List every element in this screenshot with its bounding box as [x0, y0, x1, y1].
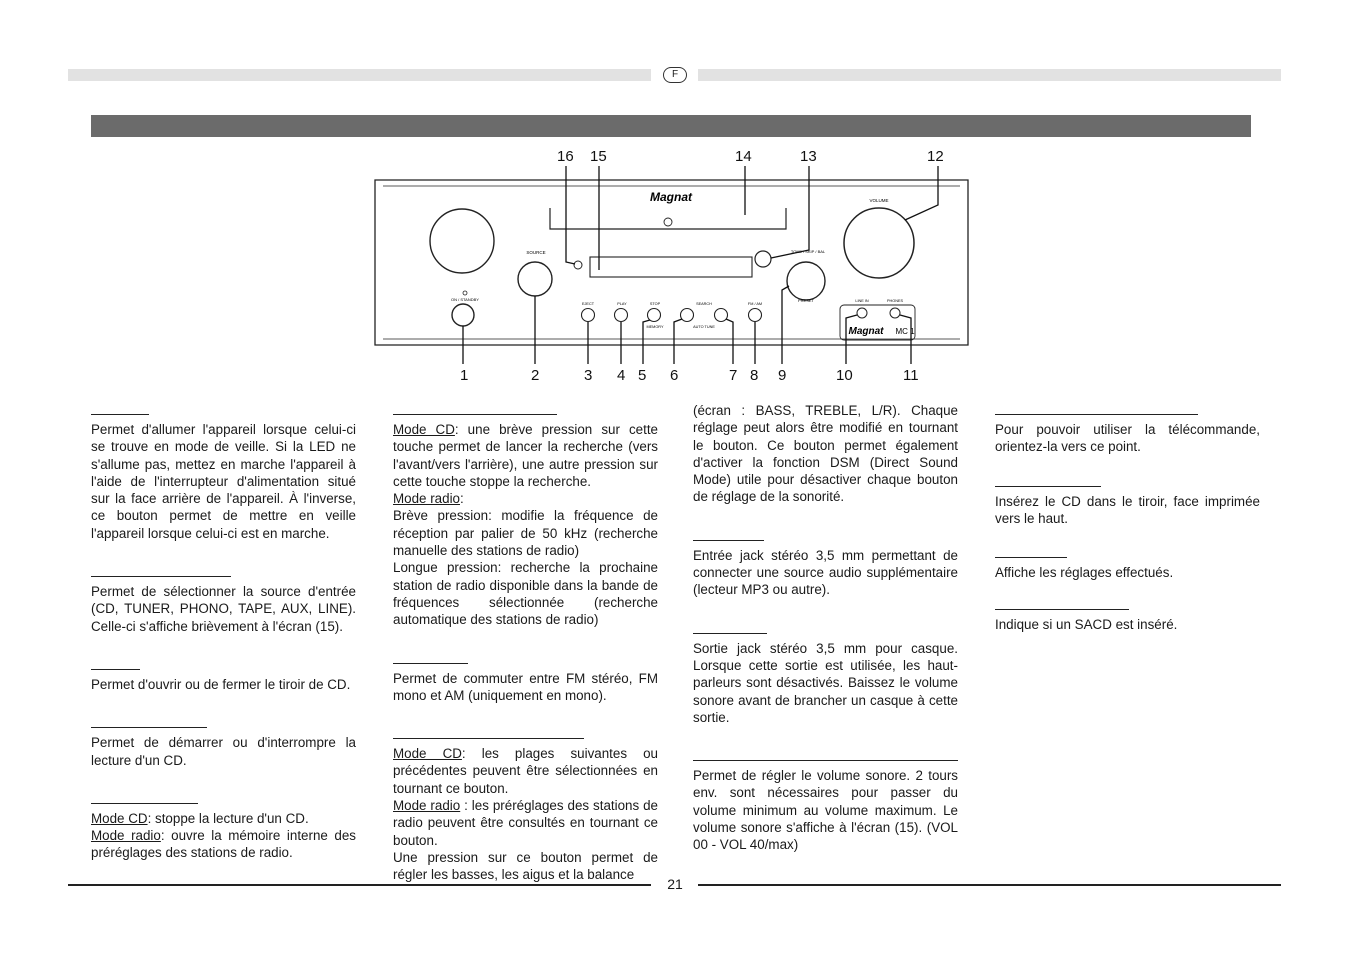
sacd-indicator — [755, 251, 771, 267]
paragraph: Permet de démarrer ou d'interrompre la lecture d'un CD. — [91, 735, 356, 768]
bottom-callouts — [460, 367, 919, 384]
section-heading-rule — [995, 557, 1067, 558]
search-forward-button — [715, 309, 728, 322]
paragraph: Insérez le CD dans le tiroir, face imprimée vers le haut. — [995, 493, 1260, 526]
svg-text:EJECT: EJECT — [581, 302, 595, 306]
fm-am-button — [749, 309, 762, 322]
section-6-search — [393, 414, 658, 629]
paragraph: Brève pression: modifie la fréquence de réception par palier de 50 kHz (recherche manuelle des stations de radio) — [393, 508, 658, 559]
paragraph: Longue pression: recherche la prochaine station de radio disponible dans la bande de fréquences sélectionnée (recherche automatique des stations de radio) — [393, 560, 658, 628]
callout-7: 7 — [729, 367, 738, 384]
header-bar-left — [68, 69, 651, 81]
paragraph: Mode radio: ouvre la mémoire interne des préréglages des stations de radio. — [91, 828, 357, 861]
source-knob — [518, 262, 552, 296]
paragraph: (écran : BASS, TREBLE, L/R). Chaque réglage peut alors être modifié en tournant le bouton. Ce bouton permet également d'activer la fonction DSM (Direct Sound Mode) utile pour désactiver chaque bouton de réglage de la sonorité. — [693, 403, 958, 505]
svg-text:SOURCE: SOURCE — [526, 250, 546, 255]
paragraph: Permet d'allumer l'appareil lorsque celui-ci se trouve en mode de veille. Si la LED ne s'allume pas, mettez en marche l'appareil à l'aide de l'interrupteur d'alimentation situé sur la face arrière de l'appareil. À l'inverse, ce bouton permet de mettre en veille l'appareil lorsque celui-ci est en marche. — [91, 422, 356, 541]
svg-text:PRESET: PRESET — [797, 298, 815, 303]
paragraph: Affiche les réglages effectués. — [995, 565, 1174, 581]
svg-text:VOLUME: VOLUME — [869, 198, 889, 203]
top-callouts — [557, 148, 944, 165]
svg-text:PHONES: PHONES — [886, 299, 904, 303]
section-heading-rule — [393, 414, 557, 415]
callout-6: 6 — [670, 367, 679, 384]
column-1 — [91, 414, 356, 862]
page-number: 21 — [667, 876, 683, 892]
sacd-logo — [664, 218, 672, 226]
section-heading-rule — [693, 540, 764, 541]
callout-13: 13 — [800, 148, 817, 165]
language-badge: F — [663, 67, 687, 83]
section-15-display — [995, 557, 1260, 581]
section-5-stop — [91, 803, 356, 862]
section-heading-rule — [91, 669, 140, 670]
volume-knob — [844, 208, 914, 278]
callout-10: 10 — [836, 367, 853, 384]
svg-text:SEARCH: SEARCH — [696, 302, 712, 306]
paragraph: Permet d'ouvrir ou de fermer le tiroir de CD. — [91, 676, 351, 692]
paragraph: Mode CD: une brève pression sur cette touche permet de lancer la recherche (vers l'avant/vers l'arrière), une autre pression sur cette touche stoppe la recherche. — [393, 422, 659, 489]
callout-3: 3 — [584, 367, 593, 384]
section-heading-rule — [91, 803, 198, 804]
svg-text:MEMORY: MEMORY — [646, 325, 664, 329]
callout-4: 4 — [617, 367, 626, 384]
paragraph: Permet de commuter entre FM stéréo, FM mono et AM (uniquement en mono). — [393, 670, 658, 703]
svg-text:TONE / SKIP / BAL: TONE / SKIP / BAL — [790, 249, 826, 254]
callout-8: 8 — [750, 367, 759, 384]
svg-text:PLAY: PLAY — [617, 302, 627, 306]
left-knob — [430, 209, 494, 273]
callout-16: 16 — [557, 148, 574, 165]
section-11-phones — [693, 633, 958, 726]
tone-skip-knob — [787, 262, 825, 300]
svg-text:FM / AM: FM / AM — [747, 302, 763, 306]
section-heading-rule — [995, 486, 1101, 487]
svg-text:STOP: STOP — [649, 302, 661, 306]
svg-text:LINE IN: LINE IN — [855, 299, 869, 303]
paragraph: Une pression sur ce bouton permet de régler les basses, les aigus et la balance — [393, 849, 658, 883]
section-heading-rule — [91, 576, 231, 577]
on-standby-button — [452, 304, 474, 326]
paragraph: Permet de régler le volume sonore. 2 tours env. sont nécessaires pour passer du volume minimum au volume maximum. Le volume sonore s'affiche à l'écran (15). (VOL 00 - VOL 40/max) — [693, 768, 958, 853]
callout-2: 2 — [531, 367, 540, 384]
svg-text:AUTO TUNE: AUTO TUNE — [693, 325, 715, 329]
section-heading-rule — [995, 609, 1129, 610]
line-in-jack — [857, 308, 867, 318]
section-heading-rule — [995, 414, 1198, 415]
column-4 — [995, 414, 1260, 634]
section-heading-rule — [693, 760, 958, 761]
phones-jack — [890, 308, 900, 318]
section-13-ir-sensor — [995, 414, 1260, 456]
callout-11: 11 — [903, 367, 919, 384]
search-back-button — [681, 309, 694, 322]
display-screen — [590, 257, 752, 277]
svg-text:Magnat: Magnat — [650, 190, 692, 204]
paragraph: Entrée jack stéréo 3,5 mm permettant de connecter une source audio supplémentaire (lecteur MP3 ou autre). — [693, 547, 958, 598]
callout-1: 1 — [460, 367, 469, 384]
section-heading-rule — [91, 414, 149, 415]
section-heading-rule — [393, 738, 584, 739]
svg-text:MC 1: MC 1 — [895, 327, 915, 336]
section-3-eject — [91, 669, 356, 693]
callout-14: 14 — [735, 148, 752, 165]
callout-15: 15 — [590, 148, 607, 165]
callout-5: 5 — [638, 367, 647, 384]
paragraph: Pour pouvoir utiliser la télécommande, orientez-la vers ce point. — [995, 422, 1260, 455]
section-12-volume — [693, 760, 958, 853]
play-button — [615, 309, 628, 322]
paragraph: Mode CD: stoppe la lecture d'un CD. — [91, 810, 309, 826]
paragraph: Mode radio: — [393, 491, 464, 507]
paragraph: Sortie jack stéréo 3,5 mm pour casque. Lorsque cette sortie est utilisée, les haut-parleurs sont désactivés. Baissez le volume sonore avant de brancher un casque à cette sortie. — [693, 640, 958, 725]
section-16-sacd — [995, 609, 1260, 633]
section-9-tone-skip — [393, 738, 658, 883]
header-bar-right — [698, 69, 1281, 81]
svg-text:Magnat: Magnat — [848, 326, 884, 337]
section-8-fm-am — [393, 663, 658, 705]
section-10-line-in — [693, 540, 958, 599]
section-heading-rule — [693, 633, 767, 634]
section-1-on-standby — [91, 414, 356, 542]
paragraph: Mode radio : les préréglages des stations de radio peuvent être consultés en tournant ce bouton. — [393, 798, 659, 848]
section-heading-rule — [91, 727, 207, 728]
device-front-panel-diagram — [360, 140, 990, 390]
footer-rule-right — [698, 884, 1281, 886]
eject-button — [582, 309, 595, 322]
column-3 — [693, 402, 958, 854]
paragraph: Mode CD: les plages suivantes ou précédentes peuvent être sélectionnées en tournant ce bouton. — [393, 746, 658, 796]
svg-text:ON / STANDBY: ON / STANDBY — [451, 297, 479, 302]
standby-led — [463, 291, 467, 295]
callout-9: 9 — [778, 367, 787, 384]
column-2 — [393, 414, 658, 884]
section-heading-rule — [393, 663, 468, 664]
ir-sensor — [574, 261, 582, 269]
paragraph: Indique si un SACD est inséré. — [995, 617, 1178, 633]
section-2-source — [91, 576, 356, 635]
section-4-play — [91, 727, 356, 769]
callout-12: 12 — [927, 148, 944, 165]
section-title-band — [91, 115, 1251, 137]
paragraph: Permet de sélectionner la source d'entrée (CD, TUNER, PHONO, TAPE, AUX, LINE). Celle-ci s'affiche brièvement à l'écran (15). — [91, 584, 356, 634]
footer-rule-left — [68, 884, 651, 886]
section-14-cd-tray — [995, 486, 1260, 528]
